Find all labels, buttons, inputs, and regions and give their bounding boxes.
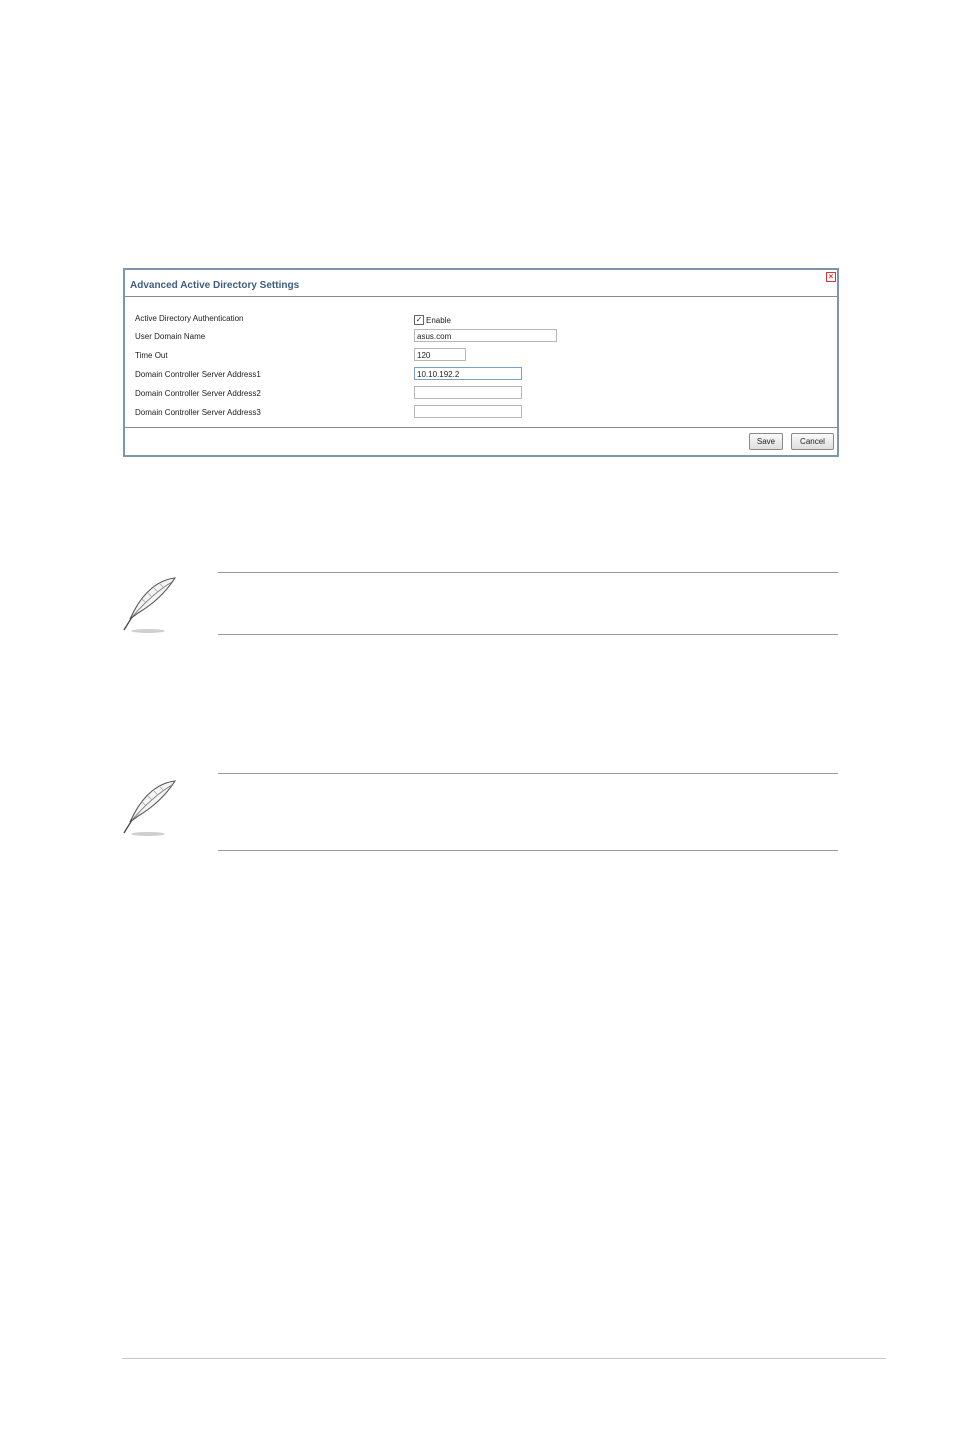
dialog-body: [125, 297, 837, 427]
user-domain-name-label: User Domain Name: [135, 332, 206, 341]
ad-authentication-label: Active Directory Authentication: [135, 314, 244, 323]
dc-address1-label: Domain Controller Server Address1: [135, 370, 261, 379]
user-domain-name-input[interactable]: asus.com: [414, 329, 557, 342]
note-top-rule: [218, 773, 838, 774]
note-bottom-rule: [218, 634, 838, 635]
note-block-2: [120, 773, 838, 853]
dc-address1-input[interactable]: 10.10.192.2: [414, 367, 522, 380]
note-bottom-rule: [218, 850, 838, 851]
dialog-footer: [125, 427, 837, 455]
dc-address2-input[interactable]: [414, 386, 522, 399]
enable-checkbox-label[interactable]: Enable: [426, 316, 451, 326]
dc-address2-label: Domain Controller Server Address2: [135, 389, 261, 398]
dialog-titlebar: [125, 270, 837, 297]
close-icon[interactable]: ×: [826, 272, 836, 282]
dialog-title: Advanced Active Directory Settings: [130, 280, 300, 291]
dc-address3-input[interactable]: [414, 405, 522, 418]
row-dc-address1: [125, 367, 837, 384]
time-out-input[interactable]: 120: [414, 348, 466, 361]
cancel-button[interactable]: Cancel: [791, 433, 834, 450]
row-ad-authentication: [125, 311, 837, 328]
dc-address3-label: Domain Controller Server Address3: [135, 408, 261, 417]
time-out-label: Time Out: [135, 351, 168, 360]
ad-authentication-control: [414, 312, 451, 330]
save-button[interactable]: Save: [749, 433, 783, 450]
row-user-domain-name: [125, 329, 837, 346]
enable-checkbox[interactable]: ✓: [415, 314, 423, 324]
row-dc-address3: [125, 405, 837, 422]
note-block-1: [120, 572, 838, 638]
page-footer-rule: [122, 1358, 886, 1359]
note-top-rule: [218, 572, 838, 573]
row-time-out: [125, 348, 837, 365]
feather-pen-icon: [120, 778, 180, 836]
advanced-ad-settings-dialog: [123, 268, 839, 457]
row-dc-address2: [125, 386, 837, 403]
feather-pen-icon: [120, 575, 180, 633]
